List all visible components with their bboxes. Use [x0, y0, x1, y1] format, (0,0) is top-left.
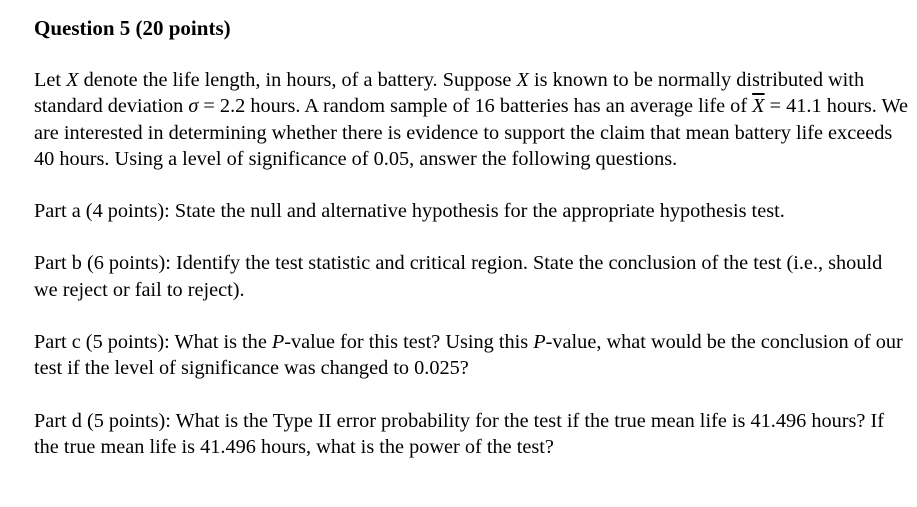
part-b: Part b (6 points): Identify the test statistic and critical region. State the conclusion of the test (i.e., should we reject or fail to reject).: [34, 252, 883, 301]
sample-mean-symbol: $\overline{X}$: [752, 95, 765, 118]
intro-text-3: is known to be normally distributed with standard deviation: [34, 69, 865, 118]
intro-text-1: Let: [34, 69, 67, 91]
part-d: Part d (5 points): What is the Type II error probability for the test if the true mean life is 41.496 hours? If the true mean life is 41.496 hours, what is the power of the test?: [34, 409, 884, 458]
part-a: Part a (4 points): State the null and alternative hypothesis for the appropriate hypothesis test.: [34, 200, 785, 223]
part-c-text-2: -value for this test? Using this: [284, 331, 534, 354]
part-c: [34, 329, 910, 382]
p-symbol-1: P: [271, 331, 285, 354]
intro-text-4: = 2.2 hours. A random sample of 16 batteries has an average life of: [198, 95, 753, 118]
question-title: Question 5 (20 points): [34, 16, 231, 40]
variable-x-2: X: [516, 69, 529, 91]
p-symbol-2: P: [533, 331, 546, 354]
question-document: [34, 14, 910, 460]
intro-text-5: = 41.1 hours. We are interested in determining whether there is evidence to support the claim that mean battery life exceeds 40 hours. Using a level of significance of 0.05, answer the following questions.: [34, 95, 909, 170]
part-c-text-3: -value, what would be the conclusion of our test if the level of significance was changed to 0.025?: [34, 331, 903, 380]
variable-x: X: [66, 69, 79, 91]
problem-statement: [34, 67, 910, 172]
intro-text-2: denote the life length, in hours, of a battery. Suppose: [78, 69, 517, 91]
sigma-symbol: σ: [188, 95, 199, 118]
part-c-text-1: Part c (5 points): What is the: [34, 331, 272, 354]
